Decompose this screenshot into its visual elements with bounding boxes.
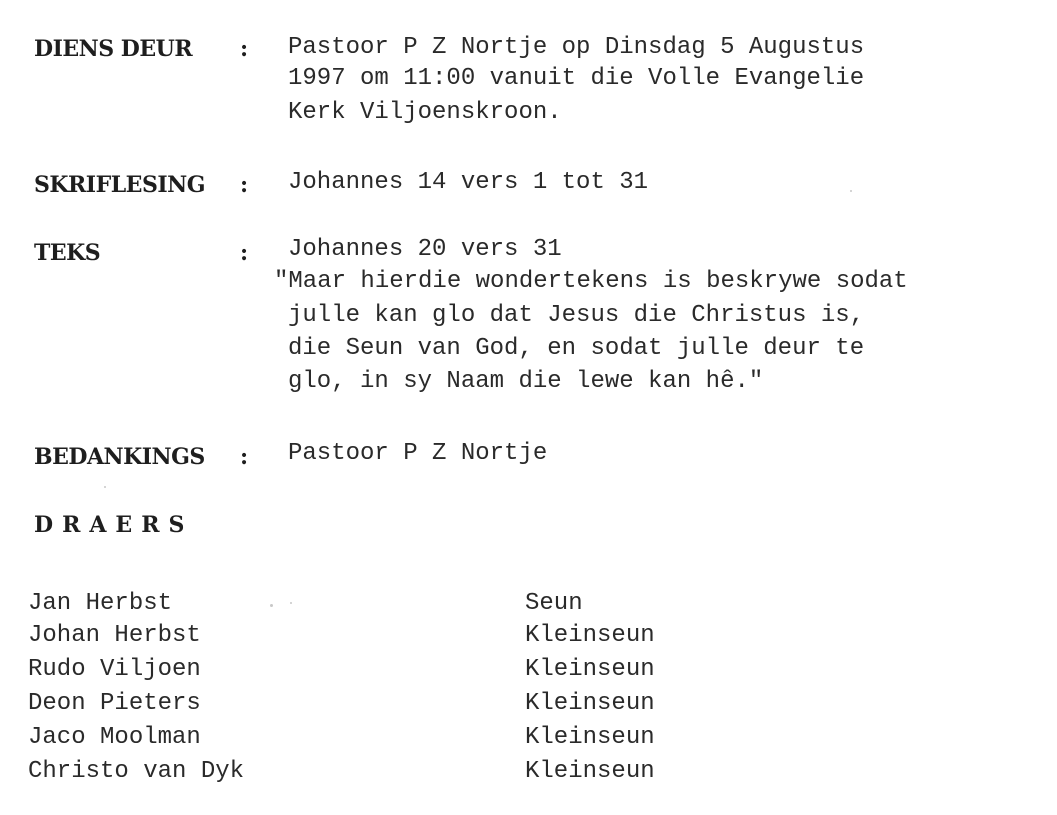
- bearer-relation: Kleinseun: [525, 656, 655, 683]
- reading-label: SKRIFLESING: [34, 172, 206, 198]
- scan-speck: [270, 604, 273, 607]
- bearers-heading: DRAERS: [34, 512, 194, 538]
- bearer-relation: Kleinseun: [525, 690, 655, 717]
- text-label: TEKS: [34, 240, 101, 266]
- bearer-relation: Kleinseun: [525, 758, 655, 785]
- reading-text: Johannes 14 vers 1 tot 31: [288, 169, 649, 196]
- scan-speck: [850, 190, 852, 192]
- text-quote-line-1: "Maar hierdie wondertekens is beskrywe sodat: [274, 268, 908, 295]
- scan-speck: [104, 486, 106, 488]
- thanks-label: BEDANKINGS: [34, 444, 205, 470]
- bearer-name: Jaco Moolman: [28, 724, 201, 751]
- reading-colon: :: [240, 172, 249, 198]
- bearer-relation: Kleinseun: [525, 622, 655, 649]
- service-colon: :: [240, 36, 249, 62]
- bearer-relation: Kleinseun: [525, 724, 655, 751]
- service-label: DIENS DEUR: [34, 36, 193, 62]
- text-quote-line-2: julle kan glo dat Jesus die Christus is,: [288, 302, 865, 329]
- text-quote-line-4: glo, in sy Naam die lewe kan hê.": [288, 368, 764, 395]
- text-quote-line-3: die Seun van God, en sodat julle deur te: [288, 335, 865, 362]
- bearer-name: Jan Herbst: [28, 590, 173, 617]
- service-line-1: Pastoor P Z Nortje op Dinsdag 5 Augustus: [288, 34, 865, 61]
- thanks-text: Pastoor P Z Nortje: [288, 440, 548, 467]
- scan-speck: [290, 602, 292, 604]
- bearer-name: Christo van Dyk: [28, 758, 245, 785]
- bearer-name: Deon Pieters: [28, 690, 201, 717]
- service-line-2: 1997 om 11:00 vanuit die Volle Evangelie: [288, 65, 865, 92]
- bearer-relation: Seun: [525, 590, 583, 617]
- bearer-name: Rudo Viljoen: [28, 656, 201, 683]
- text-reference: Johannes 20 vers 31: [288, 236, 562, 263]
- bearer-name: Johan Herbst: [28, 622, 201, 649]
- thanks-colon: :: [240, 444, 249, 470]
- service-line-3: Kerk Viljoenskroon.: [288, 99, 562, 126]
- text-colon: :: [240, 240, 249, 266]
